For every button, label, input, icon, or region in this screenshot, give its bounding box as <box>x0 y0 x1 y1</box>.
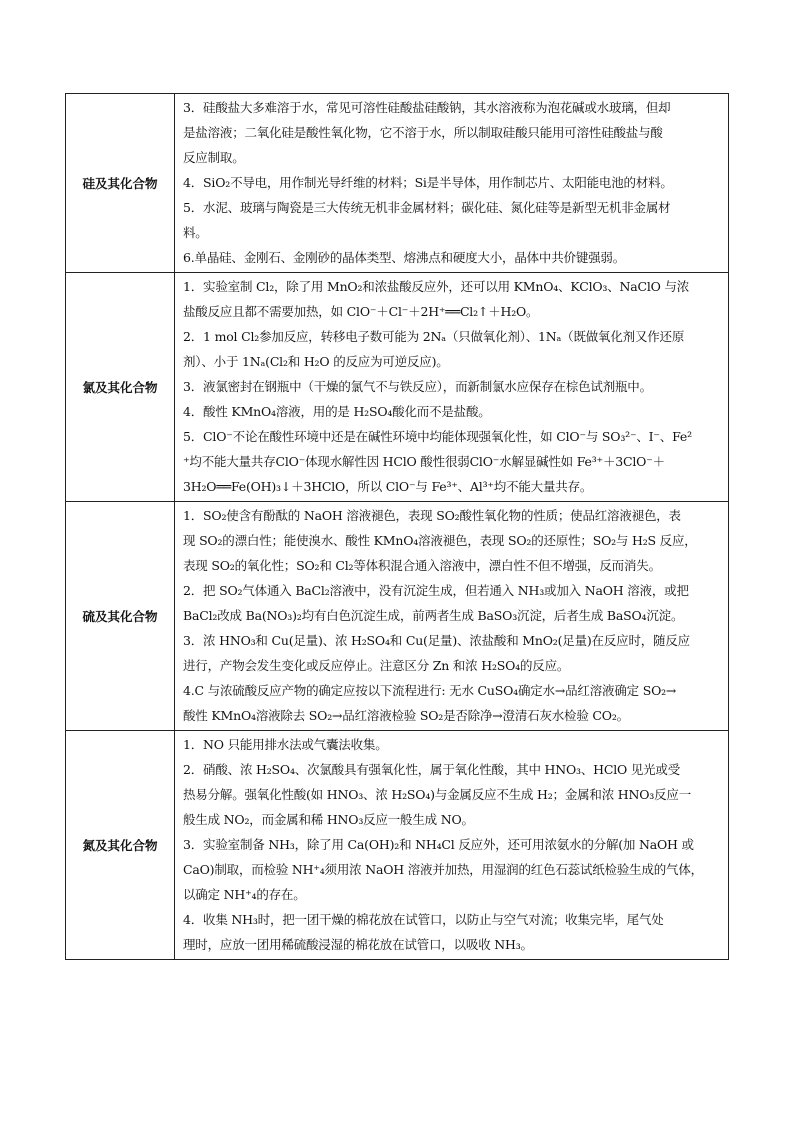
body-line: 3H₂O══Fe(OH)₃↓＋3HClO，所以 ClO⁻与 Fe³⁺、Al³⁺均不能大量共存。 <box>183 479 593 494</box>
section-category: 硅及其化合物 <box>66 94 175 273</box>
body-line: 2．硝酸、浓 H₂SO₄、次氯酸具有强氧化性，属于氧化性酸，其中 HNO₃、HClO 见光或受 <box>183 762 681 777</box>
body-line: 1．NO 只能用排水法或气囊法收集。 <box>183 737 388 752</box>
section-row <box>66 731 729 960</box>
body-line: 是盐溶液；二氧化硅是酸性氧化物，它不溶于水，所以制取硅酸只能用可溶性硅酸盐与酸 <box>183 125 663 140</box>
body-line: CaO)制取，而检验 NH⁺₄须用浓 NaOH 溶液并加热，用湿润的红色石蕊试纸检验生成的气体， <box>183 862 703 877</box>
body-line: 4．SiO₂不导电，用作制光导纤维的材料；Si是半导体，用作制芯片、太阳能电池的材料。 <box>183 175 673 190</box>
section-row <box>66 94 729 273</box>
body-line: 4.C 与浓硫酸反应产物的确定应按以下流程进行: 无水 CuSO₄确定水→品红溶液确定 SO₂→ <box>183 683 677 698</box>
section-row <box>66 502 729 731</box>
body-line: 盐酸反应且都不需要加热，如 ClO⁻＋Cl⁻＋2H⁺══Cl₂↑＋H₂O。 <box>183 304 539 319</box>
body-line: 1．SO₂使含有酚酞的 NaOH 溶液褪色，表现 SO₂酸性氧化物的性质；使品红溶液褪色，表 <box>183 508 681 523</box>
body-line: 反应制取。 <box>183 150 245 165</box>
body-line: BaCl₂改成 Ba(NO₃)₂均有白色沉淀生成，前两者生成 BaSO₃沉淀，后者生成 BaSO₄沉淀。 <box>183 608 684 623</box>
section-row <box>66 273 729 502</box>
section-category: 氯及其化合物 <box>66 273 175 502</box>
body-line: 5．ClO⁻不论在酸性环境中还是在碱性环境中均能体现强氧化性，如 ClO⁻与 SO₃²⁻、I⁻、Fe² <box>183 429 692 444</box>
section-body <box>175 94 729 273</box>
body-line: 2．把 SO₂气体通入 BaCl₂溶液中，没有沉淀生成，但若通入 NH₃或加入 NaOH 溶液，或把 <box>183 583 689 598</box>
body-line: 现 SO₂的漂白性；能使溴水、酸性 KMnO₄溶液褪色，表现 SO₂的还原性；SO₂与 H₂S 反应， <box>183 533 697 548</box>
body-line: 3．硅酸盐大多难溶于水，常见可溶性硅酸盐硅酸钠，其水溶液称为泡花碱或水玻璃，但却 <box>183 100 671 115</box>
body-line: 以确定 NH⁺₄的存在。 <box>183 887 306 902</box>
body-line: 料。 <box>183 225 208 240</box>
notes-table-body <box>66 94 729 960</box>
body-line: 6.单晶硅、金刚石、金刚砂的晶体类型、熔沸点和硬度大小，晶体中共价键强弱。 <box>183 250 626 265</box>
body-line: ⁺均不能大量共存ClO⁻体现水解性因 HClO 酸性很弱ClO⁻水解显碱性如 Fe³⁺＋3ClO⁻＋ <box>183 454 665 469</box>
body-line: 热易分解。强氧化性酸(如 HNO₃、浓 H₂SO₄)与金属反应不生成 H₂；金属和浓 HNO₃反应一 <box>183 787 691 802</box>
body-line: 1．实验室制 Cl₂，除了用 MnO₂和浓盐酸反应外，还可以用 KMnO₄、KClO₃、NaClO 与浓 <box>183 279 690 294</box>
body-line: 进行，产物会发生变化或反应停止。注意区分 Zn 和浓 H₂SO₄的反应。 <box>183 658 570 673</box>
section-category: 氮及其化合物 <box>66 731 175 960</box>
body-line: 4．酸性 KMnO₄溶液，用的是 H₂SO₄酸化而不是盐酸。 <box>183 404 491 419</box>
section-category: 硫及其化合物 <box>66 502 175 731</box>
body-line: 5．水泥、玻璃与陶瓷是三大传统无机非金属材料；碳化硅、氮化硅等是新型无机非金属材 <box>183 200 671 215</box>
notes-table <box>65 93 729 960</box>
body-line: 4．收集 NH₃时，把一团干燥的棉花放在试管口，以防止与空气对流；收集完毕，尾气处 <box>183 912 664 927</box>
body-line: 般生成 NO₂，而金属和稀 HNO₃反应一般生成 NO。 <box>183 812 474 827</box>
section-body <box>175 502 729 731</box>
body-line: 2．1 mol Cl₂参加反应，转移电子数可能为 2Nₐ（只做氧化剂）、1Nₐ（既做氧化剂又作还原 <box>183 329 685 344</box>
body-line: 酸性 KMnO₄溶液除去 SO₂→品红溶液检验 SO₂是否除净→澄清石灰水检验 CO₂。 <box>183 708 629 723</box>
body-line: 表现 SO₂的氧化性；SO₂和 Cl₂等体积混合通入溶液中，漂白性不但不增强，反而消失。 <box>183 558 661 573</box>
section-body <box>175 731 729 960</box>
body-line: 理时，应放一团用稀硫酸浸湿的棉花放在试管口，以吸收 NH₃。 <box>183 937 533 952</box>
body-line: 3．实验室制备 NH₃，除了用 Ca(OH)₂和 NH₄Cl 反应外，还可用浓氨水的分解(加 NaOH 或 <box>183 837 694 852</box>
section-body <box>175 273 729 502</box>
body-line: 3．液氯密封在钢瓶中（干燥的氯气不与铁反应），而新制氯水应保存在棕色试剂瓶中。 <box>183 379 652 394</box>
body-line: 剂）、小于 1Nₐ(Cl₂和 H₂O 的反应为可逆反应)。 <box>183 354 449 369</box>
body-line: 3．浓 HNO₃和 Cu(足量)、浓 H₂SO₄和 Cu(足量)、浓盐酸和 MnO₂(足量)在反应时，随反应 <box>183 633 690 648</box>
